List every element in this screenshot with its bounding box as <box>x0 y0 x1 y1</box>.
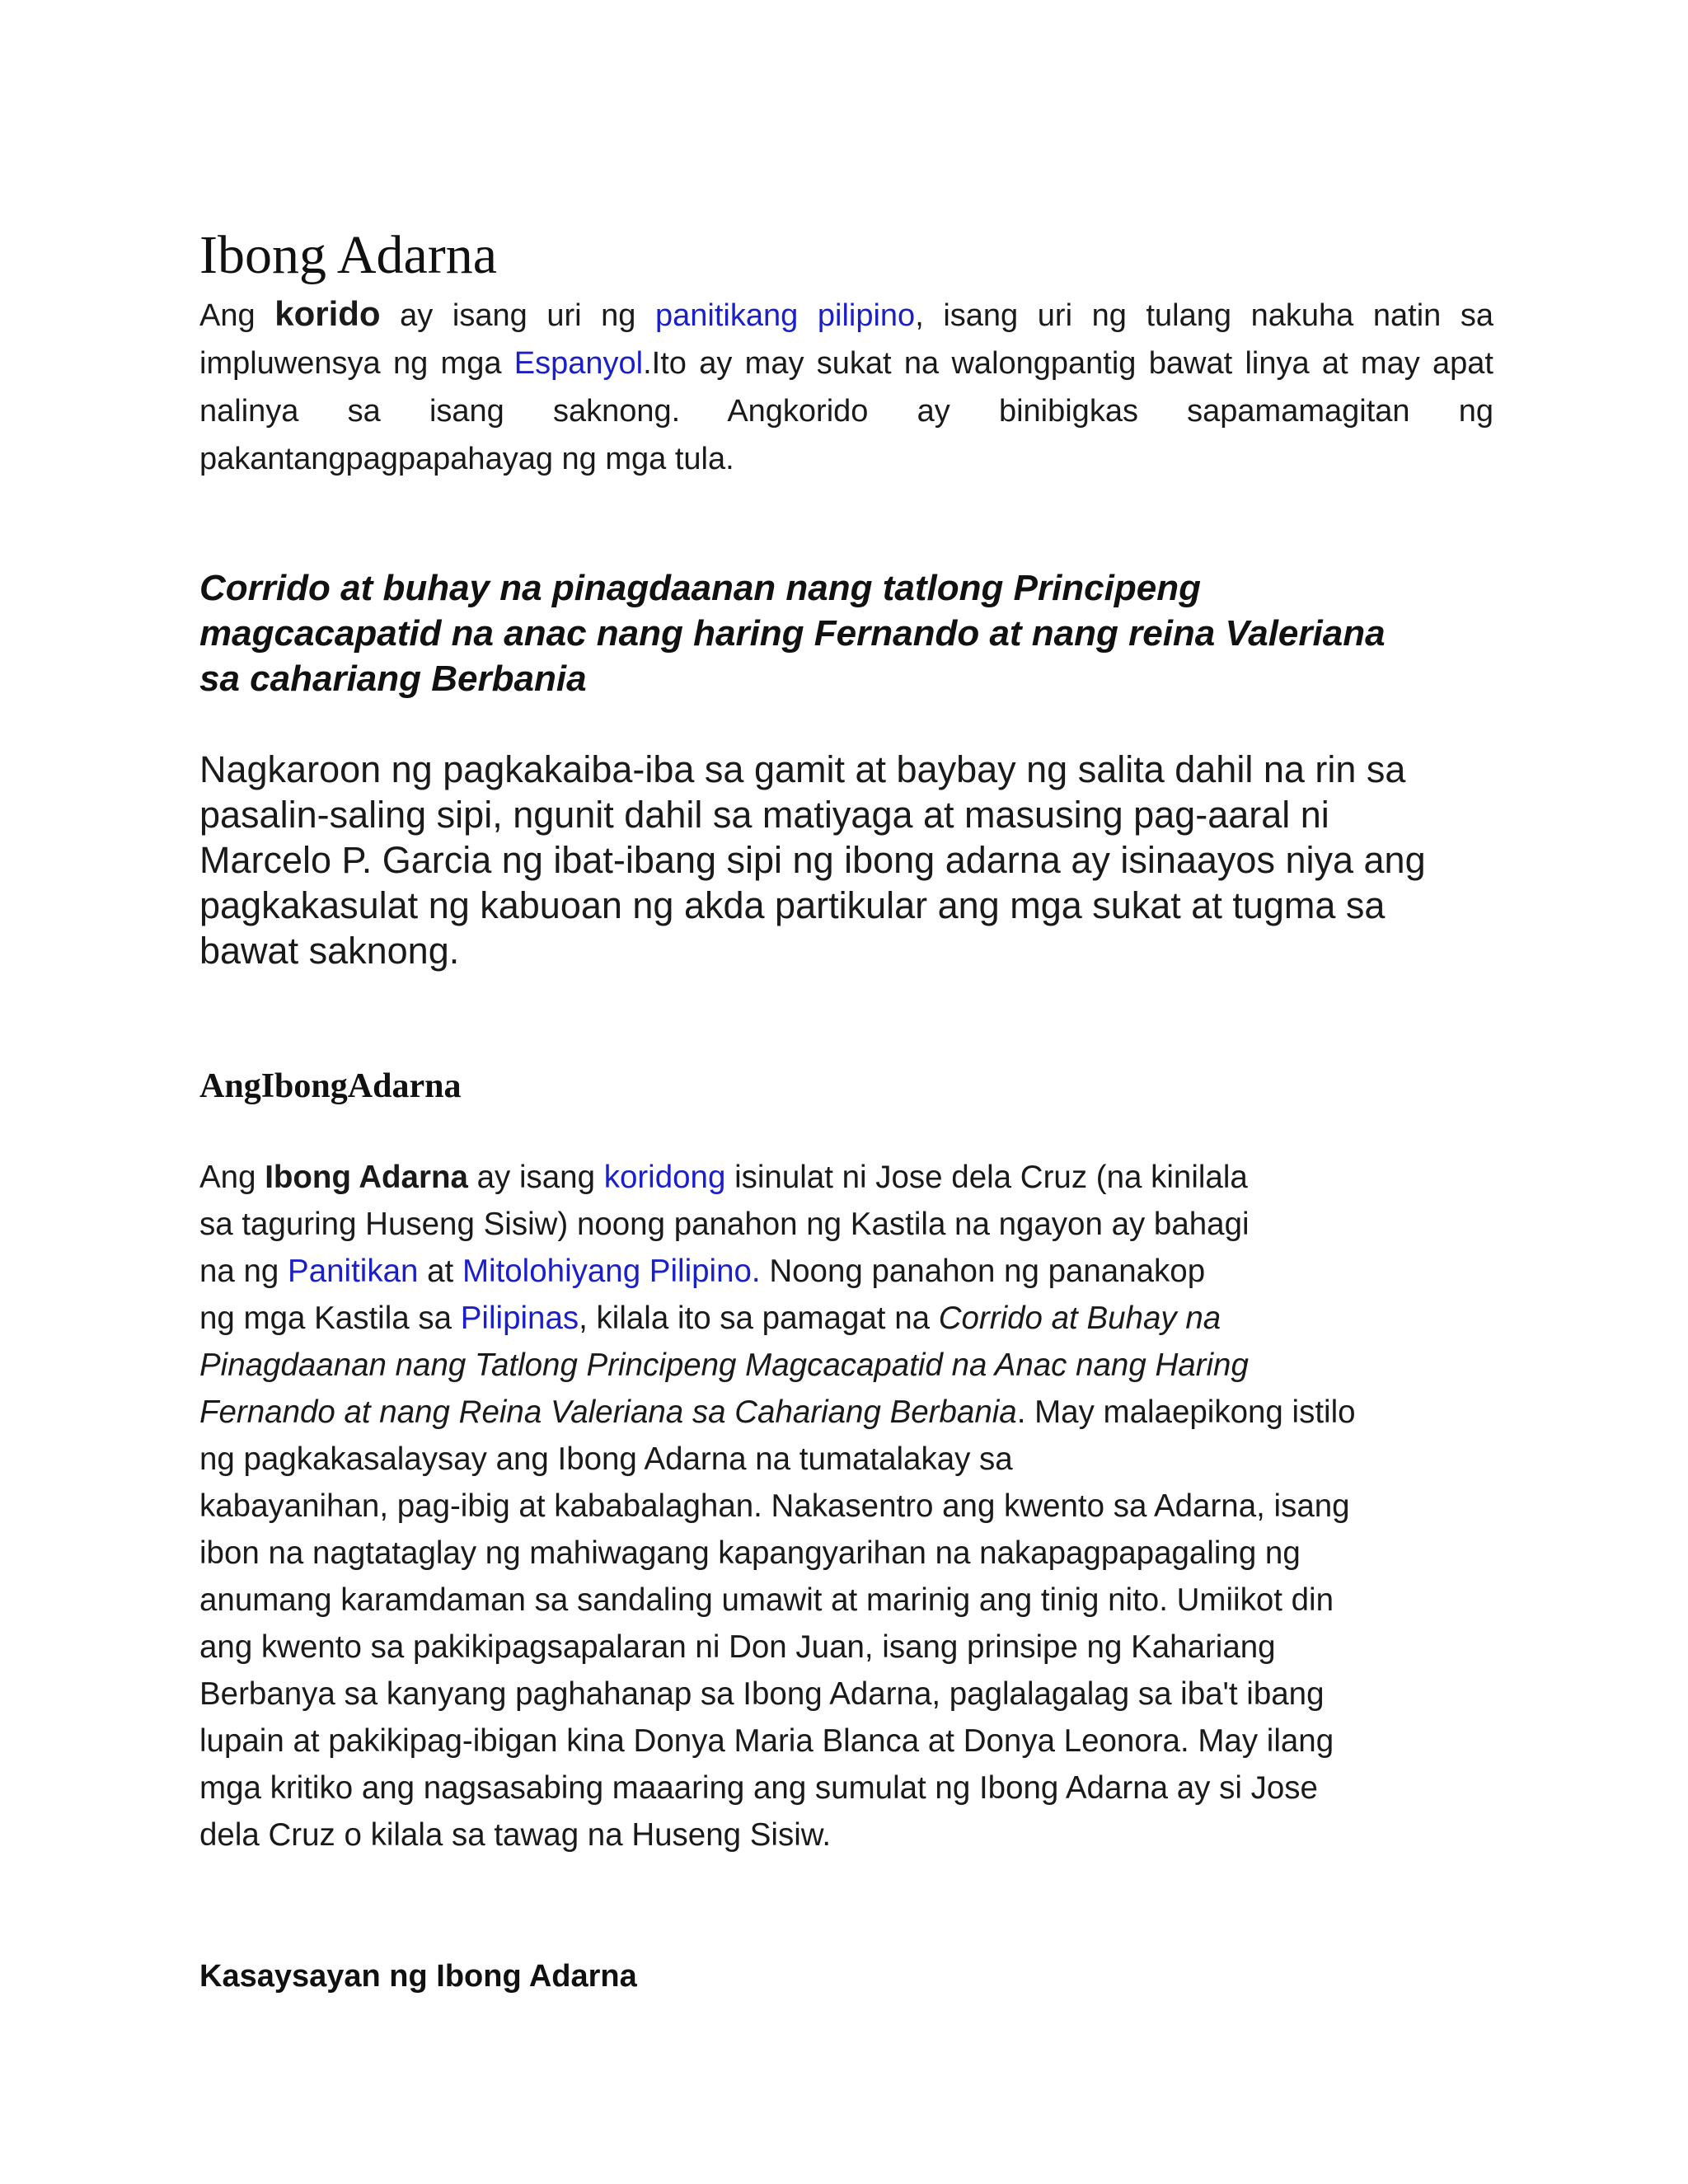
link-panitikan[interactable]: Panitikan <box>288 1254 419 1289</box>
intro-text-4: .Ito ay may sukat na walongpantig bawat linya at may apat nalinya sa isang saknong. Angkorido ay binibigkas sapamamagitan ng pakantangpagpapahayag ng mga tula. <box>199 346 1493 476</box>
kasaysayan-heading: Kasaysayan ng Ibong Adarna <box>199 1959 637 1994</box>
paragraph-line <box>199 1248 1518 1295</box>
paragraph-line: kabayanihan, pag-ibig at kababalaghan. Nakasentro ang kwento sa Adarna, isang <box>199 1488 1350 1524</box>
paragraph-line: Nagkaroon ng pagkakaiba-iba sa gamit at baybay ng salita dahil na rin sa <box>199 748 1406 790</box>
paragraph-line: ibon na nagtataglay ng mahiwagang kapangyarihan na nakapagpapagaling ng <box>199 1535 1301 1571</box>
ibong-adarna-paragraph <box>199 1154 1518 1858</box>
intro-text-2: ay isang uri ng <box>380 298 656 333</box>
text: , kilala ito sa pamagat na <box>579 1301 939 1336</box>
paragraph-line: ng pagkakasalaysay ang Ibong Adarna na tumatalakay sa <box>199 1441 1013 1477</box>
paragraph-line: ang kwento sa pakikipagsapalaran ni Don Juan, isang prinsipe ng Kahariang <box>199 1629 1276 1665</box>
paragraph-line: bawat saknong. <box>199 930 460 972</box>
ibong-adarna-term: Ibong Adarna <box>265 1160 468 1195</box>
intro-text-1: Ang <box>199 298 275 333</box>
paragraph-line <box>199 1389 1518 1436</box>
text: Ang <box>199 1160 265 1195</box>
italic-title: Fernando at nang Reina Valeriana sa Cahariang Berbania <box>199 1394 1017 1430</box>
korido-term: korido <box>274 294 381 333</box>
intro-paragraph <box>199 290 1493 483</box>
paragraph-line: lupain at pakikipag-ibigan kina Donya Maria Blanca at Donya Leonora. May ilang <box>199 1723 1334 1759</box>
paragraph-line <box>199 1154 1518 1201</box>
text: ng mga Kastila sa <box>199 1301 461 1336</box>
link-mitolohiyang-pilipino[interactable]: Mitolohiyang Pilipino. <box>462 1254 761 1289</box>
text: . May malaepikong istilo <box>1016 1394 1356 1430</box>
intro-text-3: , isang uri ng tulang nakuha natin sa impluwensya ng mga <box>199 298 1494 381</box>
paragraph-line <box>199 1295 1518 1342</box>
link-panitikang-pilipino[interactable]: panitikang pilipino <box>655 298 916 333</box>
paragraph-line: Berbanya sa kanyang paghahanap sa Ibong Adarna, paglalagalag sa iba't ibang <box>199 1676 1325 1712</box>
link-pilipinas[interactable]: Pilipinas <box>460 1301 579 1336</box>
italic-title: Corrido at Buhay na <box>938 1301 1221 1336</box>
paragraph-line: pagkakasulat ng kabuoan ng akda partikular ang mga sukat at tugma sa <box>199 884 1386 926</box>
link-espanyol[interactable]: Espanyol <box>513 346 644 381</box>
text: at <box>418 1254 462 1289</box>
paragraph-line: mga kritiko ang nagsasabing maaaring ang sumulat ng Ibong Adarna ay si Jose <box>199 1770 1318 1806</box>
ang-ibong-adarna-heading: AngIbongAdarna <box>199 1067 462 1105</box>
corrido-heading <box>199 565 1518 701</box>
nagkaroon-paragraph <box>199 747 1518 973</box>
paragraph-line: Pinagdaanan nang Tatlong Principeng Magcacapatid na Anac nang Haring <box>199 1347 1249 1383</box>
document-title: Ibong Adarna <box>199 225 498 285</box>
paragraph-line: Marcelo P. Garcia ng ibat-ibang sipi ng ibong adarna ay isinaayos niya ang <box>199 839 1426 881</box>
paragraph-line: pasalin-saling sipi, ngunit dahil sa matiyaga at masusing pag-aaral ni <box>199 794 1329 836</box>
paragraph-line: anumang karamdaman sa sandaling umawit at marinig ang tinig nito. Umiikot din <box>199 1582 1334 1618</box>
text: na ng <box>199 1254 288 1289</box>
text: isinulat ni Jose dela Cruz (na kinilala <box>725 1160 1248 1195</box>
corrido-heading-line: sa cahariang Berbania <box>199 658 587 699</box>
corrido-heading-line: Corrido at buhay na pinagdaanan nang tatlong Principeng <box>199 568 1201 608</box>
paragraph-line: dela Cruz o kilala sa tawag na Huseng Sisiw. <box>199 1817 832 1853</box>
corrido-heading-line: magcacapatid na anac nang haring Fernando at nang reina Valeriana <box>199 613 1386 654</box>
link-koridong[interactable]: koridong <box>603 1160 726 1195</box>
text: Noong panahon ng pananakop <box>760 1254 1206 1289</box>
paragraph-line: sa taguring Huseng Sisiw) noong panahon ng Kastila na ngayon ay bahagi <box>199 1207 1250 1242</box>
text: ay isang <box>467 1160 604 1195</box>
